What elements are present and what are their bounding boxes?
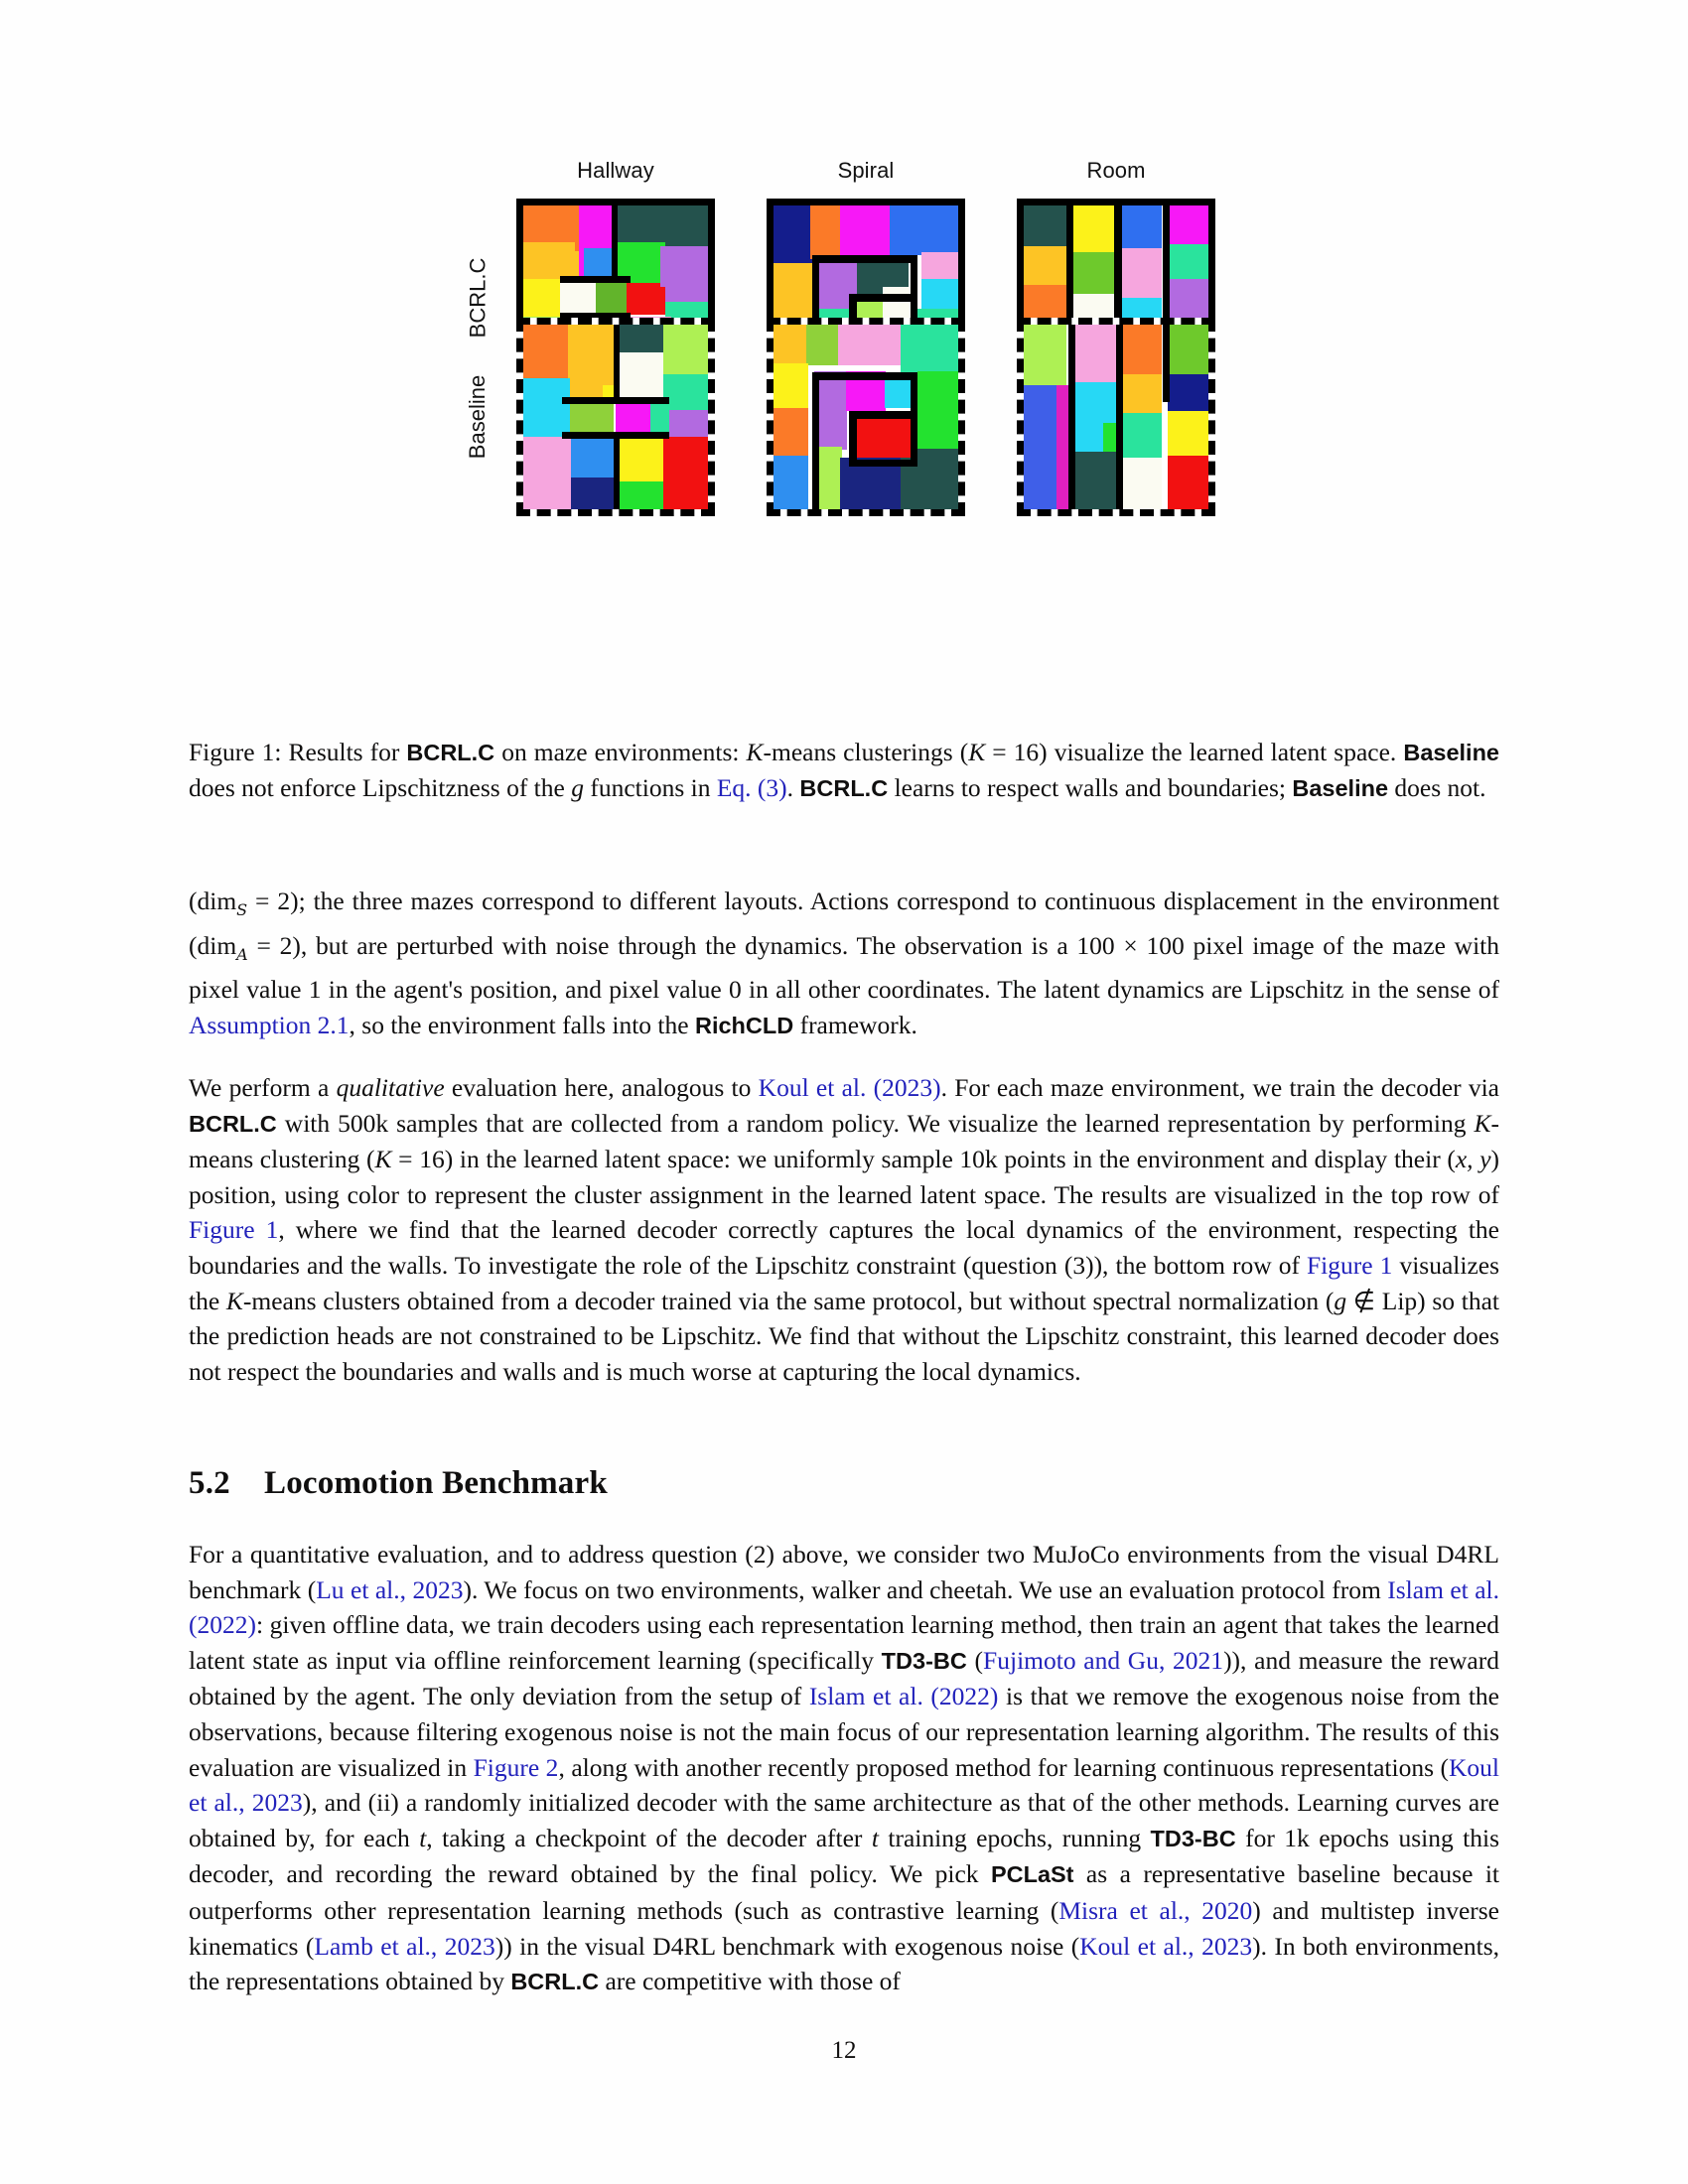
p3-f: is that we remove the exogenous noise from the observations, because filtering exogenous noise is not the main focus of our representation learning algorithm. The results of this evaluation are visualized in <box>189 1682 1499 1782</box>
cluster-patch <box>1071 205 1114 253</box>
cluster-patch <box>921 279 958 312</box>
p2-i: visualizes the <box>189 1250 1499 1315</box>
maze-baseline-room <box>1017 318 1215 516</box>
cluster-patch <box>596 281 629 314</box>
p1-c: = 2), but are perturbed with noise through the dynamics. The observation is a 100 × 100 pixel image of the maze with pixel value 1 in the agent's position, and pixel value 0 in all other coordinates. The latent dynamics are Lipschitz in the sense of <box>189 930 1499 1005</box>
cluster-patch <box>1168 456 1208 509</box>
p3-c: : given offline data, we train decoders using each representation learning method, then train an agent that takes the learned latent state as input via offline reinforcement learning (specifically <box>189 1610 1499 1675</box>
figure-grid <box>447 149 1241 641</box>
cluster-patch <box>618 325 664 354</box>
cluster-patch <box>774 205 812 266</box>
cluster-patch <box>774 456 808 509</box>
maze-wall <box>812 372 819 509</box>
maze-wall <box>812 255 917 262</box>
p3-e: )), and measure the reward obtained by the agent. The only deviation from the setup of <box>189 1645 1499 1711</box>
p3-link-lu[interactable]: Lu et al., 2023 <box>316 1574 464 1604</box>
p2-f: = 16) in the learned latent space: we uniformly sample 10k points in the environment and display their ( <box>391 1145 1456 1174</box>
caption-t1: Results for <box>281 738 407 766</box>
cluster-patch <box>1120 248 1163 300</box>
cluster-patch <box>838 325 903 365</box>
caption-math-k2: K <box>968 738 986 766</box>
p3-link-koul-b[interactable]: Koul et al., 2023 <box>1079 1931 1253 1961</box>
cluster-patch <box>890 205 958 255</box>
cluster-patch <box>901 325 958 372</box>
cluster-patch <box>560 281 597 314</box>
column-header-hallway: Hallway <box>577 158 654 183</box>
caption-baseline-2: Baseline <box>1292 775 1389 801</box>
cluster-patch <box>855 413 914 458</box>
caption-method-2: BCRL.C <box>799 775 889 801</box>
section-number: 5.2 <box>189 1465 230 1501</box>
p2-e: -means clustering ( <box>189 1108 1499 1174</box>
cluster-patch <box>1122 458 1163 509</box>
p2-j: -means clusters obtained from a decoder trained via the same protocol, but without spectral normalization ( <box>242 1286 1335 1315</box>
p2-d: with 500k samples that are collected from a random policy. We visualize the learned representation by performing <box>276 1108 1475 1138</box>
caption-t7: . <box>786 773 800 802</box>
column-header-spiral: Spiral <box>837 158 895 183</box>
cluster-patch <box>917 371 958 449</box>
p3-h: ), and (ii) a randomly initialized decoder with the same architecture as that of the other methods. Learning curves are obtained by, for each <box>189 1788 1500 1852</box>
cluster-patch <box>523 378 570 439</box>
p3-link-lamb[interactable]: Lamb et al., 2023 <box>314 1931 495 1961</box>
cluster-patch <box>774 408 808 458</box>
p3-mono-td3bc-a: TD3-BC <box>881 1647 967 1674</box>
body-paragraph-3-wrapper <box>189 1537 1499 2000</box>
cluster-patch <box>663 437 708 509</box>
maze-wall <box>1163 325 1170 402</box>
caption-t9: does not. <box>1388 773 1486 802</box>
p3-m: ) and multistep inverse kinematics ( <box>189 1895 1499 1961</box>
row-label-baseline: Baseline <box>465 374 491 460</box>
cluster-patch <box>1168 244 1208 281</box>
cluster-patch <box>650 402 670 434</box>
p2-link-koul[interactable]: Koul et al. (2023) <box>758 1073 941 1102</box>
p3-i: , taking a checkpoint of the decoder after <box>426 1823 872 1852</box>
p3-link-islam-a[interactable]: Islam et al. (2022) <box>189 1574 1499 1640</box>
maze-baseline-spiral <box>767 318 965 516</box>
cluster-patch <box>618 437 664 484</box>
caption-math-k1: K <box>746 738 764 766</box>
caption-t6: functions in <box>583 773 717 802</box>
p2-h: , where we find that the learned decoder correctly captures the local dynamics of the environment, respecting the boundaries and the walls. To investigate the role of the Lipschitz constraint (question (3)), the bottom row of <box>189 1215 1499 1280</box>
p1-mono-richcld: RichCLD <box>694 1012 794 1038</box>
cluster-patch <box>1168 374 1208 413</box>
maze-wall <box>562 432 669 439</box>
p2-k: ∉ Lip) so that the prediction heads are not constrained to be Lipschitz. We find that without the Lipschitz constraint, this learned decoder does not respect the boundaries and walls and is much worse at capturing the local dynamics. <box>189 1286 1499 1386</box>
p1-sub-a: A <box>236 944 248 964</box>
cluster-patch <box>571 478 614 509</box>
p3-j: training epochs, running <box>878 1823 1151 1852</box>
cluster-patch <box>616 402 652 434</box>
p1-b: = 2); the three mazes correspond to different layouts. Actions correspond to continuous displacement in the environment (dim <box>189 887 1499 960</box>
cluster-patch <box>1073 452 1116 509</box>
p3-link-misra[interactable]: Misra et al., 2020 <box>1058 1895 1253 1925</box>
cluster-patch <box>618 352 664 399</box>
maze-wall <box>560 276 631 283</box>
p3-mono-pclast: PCLaSt <box>990 1861 1074 1888</box>
p3-o: ). In both environments, the representations obtained by <box>189 1931 1499 1996</box>
p2-math-k3: K <box>225 1286 243 1315</box>
p2-math-xy: x, y <box>1455 1145 1491 1174</box>
p1-e: framework. <box>793 1010 917 1039</box>
p3-link-figure2[interactable]: Figure 2 <box>473 1752 559 1782</box>
maze-wall <box>812 372 917 379</box>
p1-a: (dim <box>189 887 237 915</box>
cluster-patch <box>840 205 892 259</box>
maze-wall <box>911 372 917 465</box>
cluster-patch <box>523 437 573 509</box>
p2-g: ) position, using color to represent the cluster assignment in the learned latent space. The results are visualized in the top row of <box>189 1145 1500 1209</box>
caption-t8: learns to respect walls and boundaries; <box>888 773 1293 802</box>
figure-1 <box>0 149 1688 641</box>
maze-wall <box>1068 325 1075 509</box>
maze-wall <box>849 411 917 418</box>
page-number: 12 <box>831 2037 857 2064</box>
caption-link-eq3[interactable]: Eq. (3) <box>716 773 787 802</box>
p3-link-islam-b[interactable]: Islam et al. (2022) <box>808 1682 999 1711</box>
maze-wall <box>1116 325 1123 509</box>
p3-mono-bcrlc: BCRL.C <box>510 1969 600 1995</box>
cluster-patch <box>1073 325 1116 384</box>
cluster-patch <box>663 325 708 376</box>
caption-prefix: Figure 1: <box>189 738 282 766</box>
p3-p: are competitive with those of <box>599 1967 901 1996</box>
cluster-patch <box>1168 411 1208 458</box>
p3-math-t2: t <box>871 1823 879 1852</box>
p3-math-t1: t <box>419 1823 427 1852</box>
maze-wall <box>614 325 620 402</box>
body-paragraph-2-wrapper <box>189 1070 1499 1389</box>
cluster-patch <box>1024 385 1058 509</box>
cluster-patch <box>1120 205 1163 250</box>
cluster-patch <box>579 205 614 237</box>
maze-wall <box>849 294 917 301</box>
p2-italic-qualitative: qualitative <box>336 1073 445 1102</box>
maze-wall <box>614 432 620 509</box>
figure-caption <box>189 735 1499 806</box>
paragraph-2 <box>189 1070 1499 1389</box>
maze-wall <box>849 460 917 467</box>
cluster-patch <box>810 205 842 259</box>
p2-link-figure1-b[interactable]: Figure 1 <box>1307 1250 1393 1280</box>
column-header-room: Room <box>1086 158 1146 183</box>
p3-n: )) in the visual D4RL benchmark with exogenous noise ( <box>494 1931 1080 1961</box>
p1-link-assumption[interactable]: Assumption 2.1 <box>189 1010 350 1039</box>
cluster-patch <box>1168 205 1208 246</box>
section-heading <box>189 1465 1499 1502</box>
cluster-patch <box>1122 325 1163 376</box>
row-label-bcrlc: BCRL.C <box>465 257 490 339</box>
cluster-patch <box>806 325 839 365</box>
p2-b: evaluation here, analogous to <box>444 1073 759 1102</box>
cluster-patch <box>1024 246 1066 287</box>
cluster-patch <box>774 325 808 365</box>
caption-method-1: BCRL.C <box>406 740 495 765</box>
caption-baseline-1: Baseline <box>1403 740 1500 765</box>
p2-a: We perform a <box>189 1073 337 1102</box>
p2-link-figure1-a[interactable]: Figure 1 <box>189 1215 279 1245</box>
p3-d: ( <box>966 1645 984 1675</box>
p3-link-fujimoto[interactable]: Fujimoto and Gu, 2021 <box>983 1645 1224 1675</box>
caption-t3: -means clusterings ( <box>763 738 969 766</box>
cluster-patch <box>774 363 808 410</box>
p3-l: as a representative baseline because it outperforms other representation learning methods (such as contrastive learning ( <box>189 1859 1499 1925</box>
cluster-patch <box>1071 252 1114 297</box>
p1-sub-s: S <box>236 900 248 920</box>
p1-d: , so the environment falls into the <box>349 1010 695 1039</box>
paragraph-1 <box>189 884 1499 1044</box>
p2-math-k2: K <box>374 1145 392 1174</box>
cluster-patch <box>1024 325 1066 393</box>
maze-baseline-hallway <box>516 318 715 516</box>
caption-math-g: g <box>571 773 584 802</box>
p3-mono-td3bc-b: TD3-BC <box>1150 1825 1236 1851</box>
cluster-patch <box>616 205 708 246</box>
section-title: Locomotion Benchmark <box>264 1465 608 1501</box>
p3-k: for 1k epochs using this decoder, and recording the reward obtained by the final policy. We pick <box>189 1823 1499 1889</box>
cluster-patch <box>1024 205 1066 248</box>
cluster-patch <box>921 252 958 282</box>
caption-t5: does not enforce Lipschitzness of the <box>189 773 572 802</box>
cluster-patch <box>1168 325 1208 376</box>
p3-link-koul-a[interactable]: Koul et al., 2023 <box>189 1752 1499 1818</box>
cluster-patch <box>1122 374 1163 415</box>
p2-mono-bcrlc: BCRL.C <box>189 1110 277 1137</box>
paragraph-3 <box>189 1537 1499 2000</box>
maze-wall <box>612 205 618 283</box>
p3-a: For a quantitative evaluation, and to address question (2) above, we consider two MuJoCo environments from the visual D4RL benchmark ( <box>189 1540 1499 1604</box>
cluster-patch <box>669 410 708 440</box>
cluster-patch <box>618 481 664 509</box>
cluster-patch <box>1122 413 1163 460</box>
maze-wall <box>562 397 669 404</box>
body-paragraph-1-wrapper <box>189 884 1499 1044</box>
p2-c: . For each maze environment, we train the decoder via <box>940 1073 1499 1102</box>
p2-math-k1: K <box>1474 1108 1491 1138</box>
cluster-patch <box>570 402 615 434</box>
p3-b: ). We focus on two environments, walker and cheetah. We use an evaluation protocol from <box>463 1574 1388 1604</box>
p2-math-g: g <box>1334 1286 1347 1315</box>
p3-g: , along with another recently proposed method for learning continuous representations ( <box>558 1752 1449 1782</box>
caption-t2: on maze environments: <box>494 738 747 766</box>
caption-t4: = 16) visualize the learned latent space. <box>985 738 1404 766</box>
cluster-patch <box>523 325 570 380</box>
